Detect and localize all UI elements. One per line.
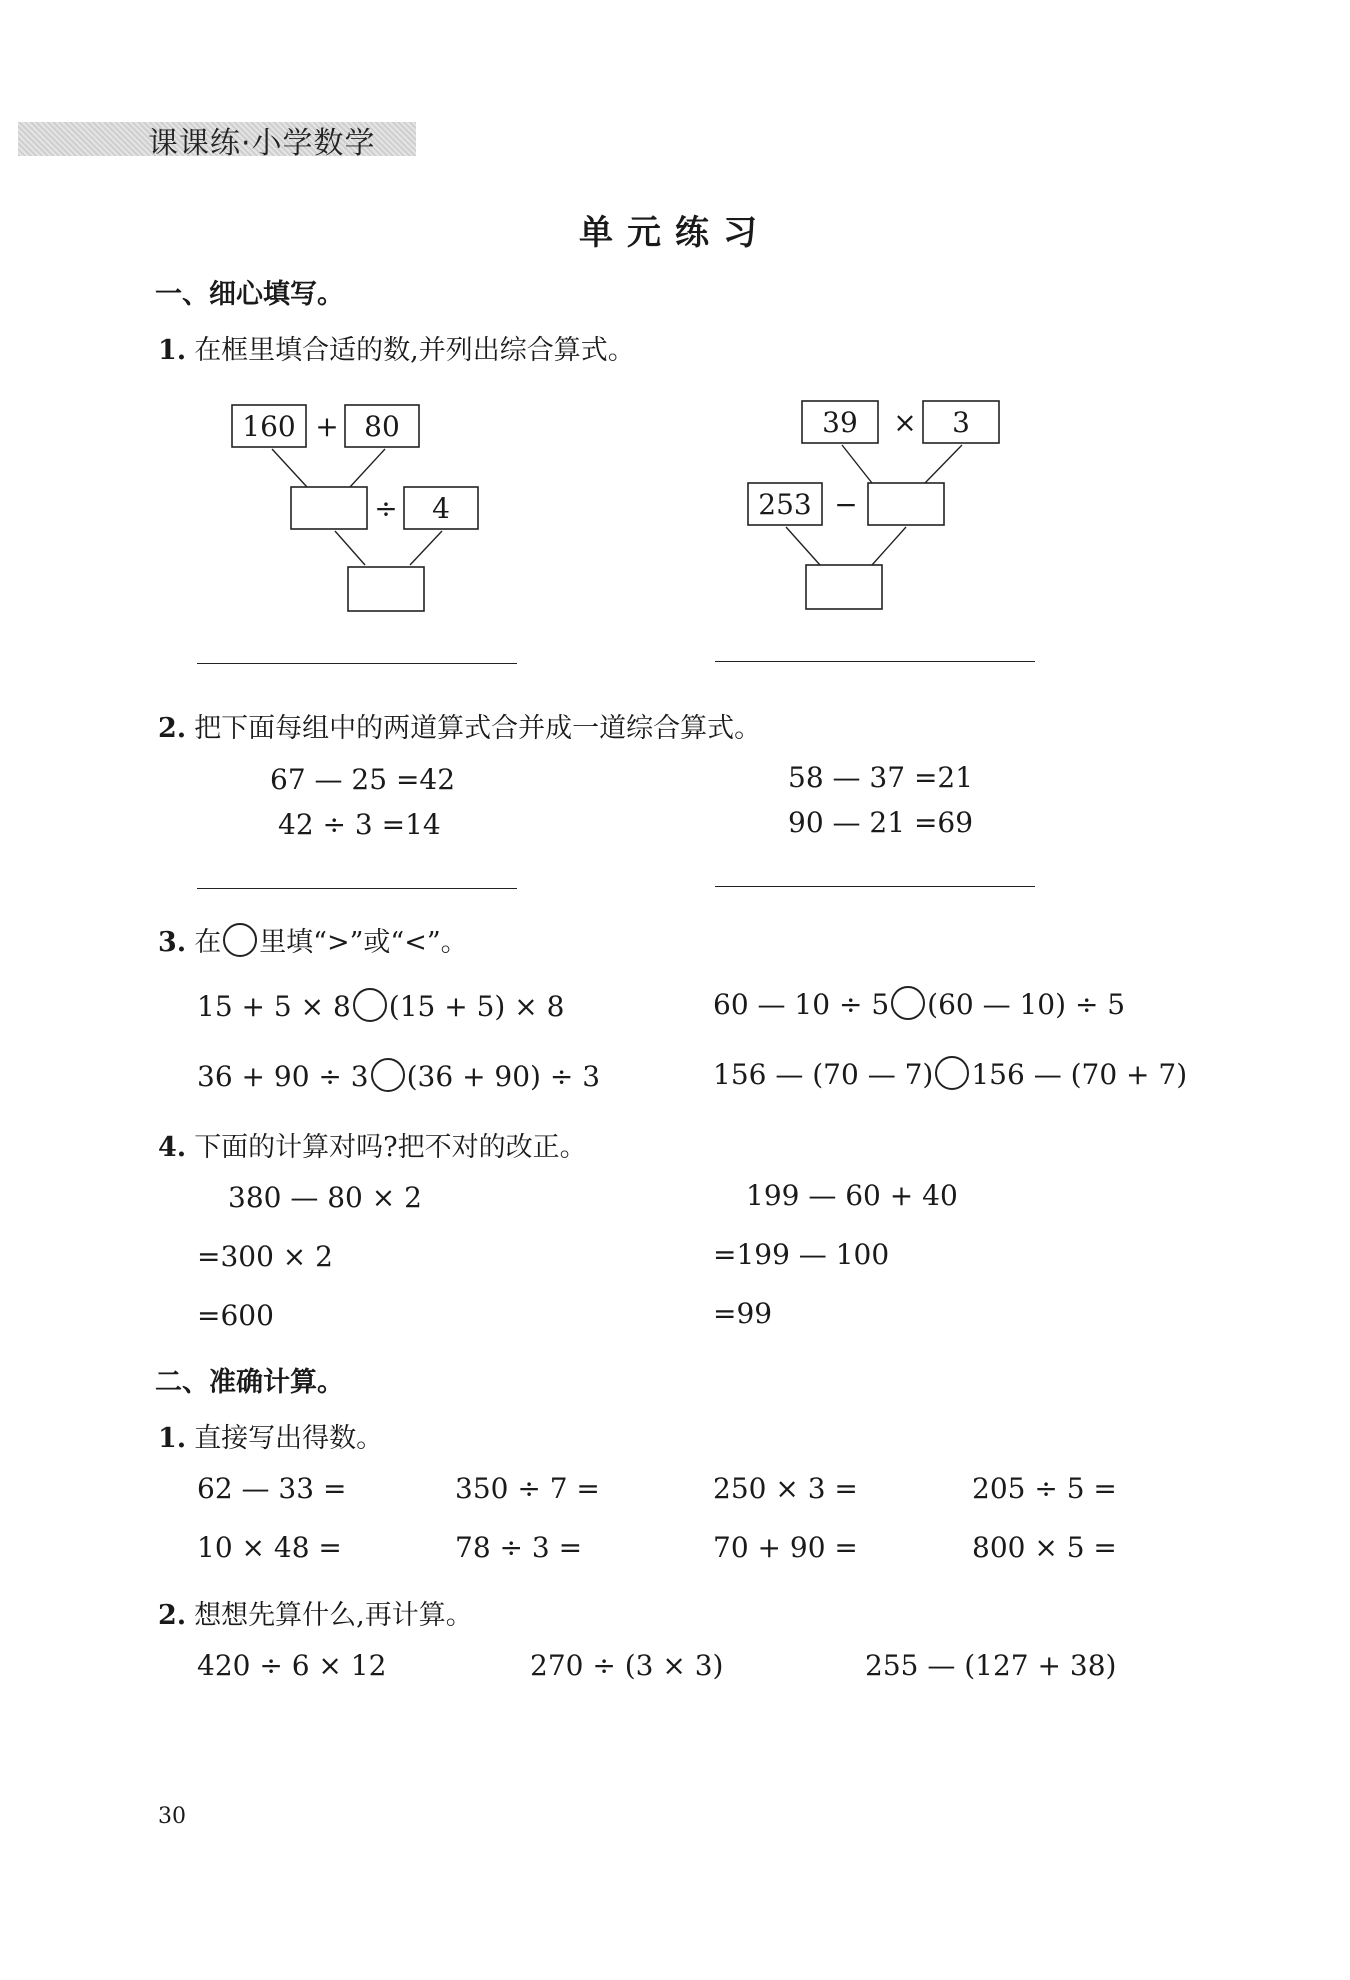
- q-number: 3.: [158, 927, 187, 958]
- equation: 67 — 25 =42: [270, 763, 456, 796]
- answer-line[interactable]: [197, 888, 517, 889]
- q-number: 1.: [158, 335, 187, 366]
- q-text: 在框里填合适的数,并列出综合算式。: [194, 335, 635, 366]
- compare-item: [197, 1058, 600, 1093]
- multi-step-calc: 270 ÷ (3 × 3): [530, 1649, 724, 1682]
- oral-calc: 78 ÷ 3 =: [455, 1531, 583, 1564]
- calc-step: =99: [713, 1297, 773, 1330]
- oral-calc: 205 ÷ 5 =: [972, 1472, 1117, 1505]
- op2: −: [834, 488, 858, 521]
- q2-1-prompt: [158, 1416, 383, 1455]
- answer-line[interactable]: [715, 886, 1035, 887]
- q-number: 1.: [158, 1423, 187, 1454]
- calc-step: 380 — 80 × 2: [228, 1181, 422, 1214]
- expr-left: 156 — (70 — 7): [713, 1058, 934, 1091]
- right-tree-diagram: [740, 395, 1020, 625]
- book-title: 课课练·小学数学: [148, 126, 376, 161]
- oral-calc: 250 × 3 =: [713, 1472, 858, 1505]
- q-text: 想想先算什么,再计算。: [194, 1600, 473, 1631]
- equation: 90 — 21 =69: [788, 806, 974, 839]
- section2-title: 二、准确计算。: [155, 1367, 344, 1398]
- calc-step: =300 × 2: [197, 1240, 333, 1273]
- q-number: 2.: [158, 713, 187, 744]
- op1: ×: [893, 406, 917, 439]
- calc-step: =199 — 100: [713, 1238, 890, 1271]
- page-title: 单元练习: [579, 213, 771, 253]
- box-blank-1[interactable]: [868, 483, 944, 525]
- circle-icon: [223, 923, 257, 957]
- answer-circle[interactable]: [371, 1058, 405, 1092]
- answer-circle[interactable]: [935, 1056, 969, 1090]
- equation: 42 ÷ 3 =14: [278, 808, 441, 841]
- op1: +: [315, 410, 339, 443]
- left-tree-diagram: [220, 395, 500, 625]
- answer-circle[interactable]: [891, 986, 925, 1020]
- q1-2-prompt: [158, 706, 761, 745]
- answer-line[interactable]: [197, 663, 517, 664]
- box-result-left[interactable]: [348, 567, 424, 611]
- box-b-value: 3: [952, 406, 970, 439]
- q1-3-prompt: [158, 920, 468, 959]
- expr-right: (60 — 10) ÷ 5: [927, 988, 1126, 1021]
- box-c-value: 4: [432, 492, 450, 525]
- equation: 58 — 37 =21: [788, 761, 974, 794]
- oral-calc: 800 × 5 =: [972, 1531, 1117, 1564]
- q-text: 直接写出得数。: [194, 1423, 384, 1454]
- box-result-right[interactable]: [806, 565, 882, 609]
- q-text: 里填“>”或“<”。: [259, 927, 468, 958]
- expr-left: 36 + 90 ÷ 3: [197, 1060, 369, 1093]
- answer-circle[interactable]: [353, 988, 387, 1022]
- expr-right: (15 + 5) × 8: [388, 990, 565, 1023]
- expr-left: 15 + 5 × 8: [197, 990, 351, 1023]
- oral-calc: 62 — 33 =: [197, 1472, 347, 1505]
- q-text: 把下面每组中的两道算式合并成一道综合算式。: [194, 713, 762, 744]
- q-text: 下面的计算对吗?把不对的改正。: [194, 1132, 587, 1163]
- box-c-value: 253: [758, 488, 812, 521]
- op2: ÷: [374, 492, 398, 525]
- q-text: 在: [194, 927, 222, 958]
- box-b-value: 80: [364, 410, 400, 443]
- box-blank-1[interactable]: [291, 487, 367, 529]
- expr-left: 60 — 10 ÷ 5: [713, 988, 890, 1021]
- expr-right: 156 — (70 + 7): [971, 1058, 1188, 1091]
- q-number: 4.: [158, 1132, 187, 1163]
- oral-calc: 10 × 48 =: [197, 1531, 342, 1564]
- oral-calc: 70 + 90 =: [713, 1531, 858, 1564]
- section1-title: 一、细心填写。: [155, 279, 344, 310]
- multi-step-calc: 255 — (127 + 38): [865, 1649, 1117, 1682]
- oral-calc: 350 ÷ 7 =: [455, 1472, 600, 1505]
- page-number: 30: [158, 1804, 186, 1829]
- q1-4-prompt: [158, 1125, 587, 1164]
- box-a-value: 39: [822, 406, 858, 439]
- calc-step: =600: [197, 1299, 274, 1332]
- calc-step: 199 — 60 + 40: [746, 1179, 958, 1212]
- q2-2-prompt: [158, 1593, 473, 1632]
- compare-item: [197, 988, 564, 1023]
- expr-right: (36 + 90) ÷ 3: [406, 1060, 601, 1093]
- compare-item: [713, 986, 1125, 1021]
- q1-1-prompt: [158, 328, 635, 367]
- multi-step-calc: 420 ÷ 6 × 12: [197, 1649, 387, 1682]
- q-number: 2.: [158, 1600, 187, 1631]
- compare-item: [713, 1056, 1187, 1091]
- answer-line[interactable]: [715, 661, 1035, 662]
- box-a-value: 160: [242, 410, 296, 443]
